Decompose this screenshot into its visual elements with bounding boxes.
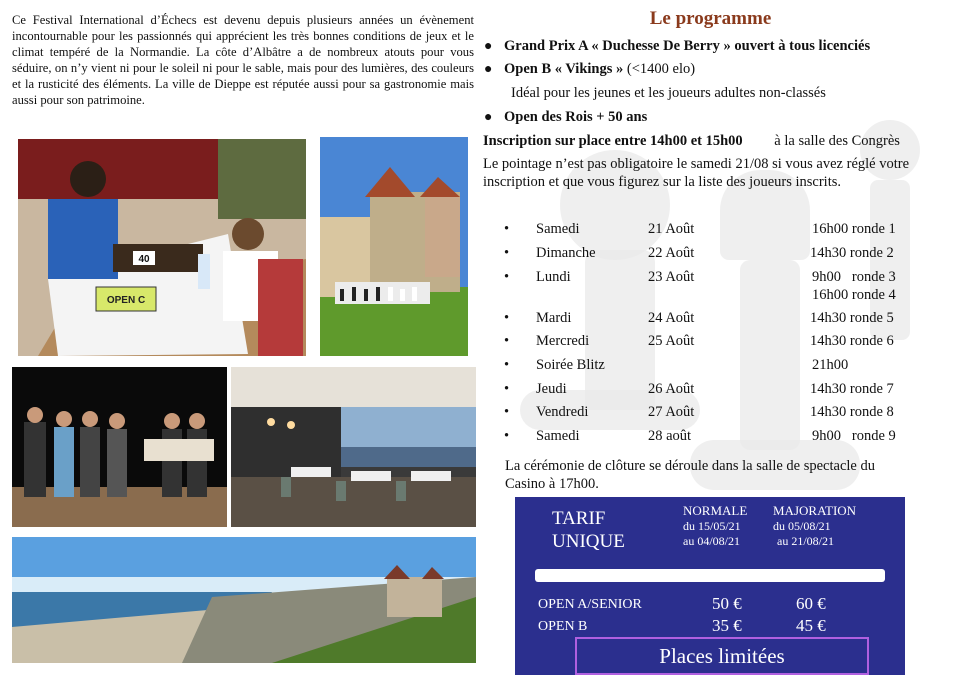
- tarif-row-majoration: 60 €: [796, 594, 826, 613]
- tarif-box: [515, 497, 905, 675]
- schedule-time: 16h00 ronde 1: [812, 221, 896, 237]
- tarif-row-normale: 50 €: [712, 594, 742, 613]
- inscription-bold: Inscription sur place entre 14h00 et 15h00: [483, 133, 743, 149]
- programme-title: Le programme: [649, 8, 772, 29]
- photo-castle-giant-chess: [320, 137, 468, 356]
- schedule-row: [500, 381, 920, 403]
- tarif-divider-bar: [535, 569, 885, 582]
- schedule-day: Samedi: [536, 221, 580, 237]
- majoration-header: MAJORATION: [773, 503, 857, 518]
- schedule-date: 27 Août: [648, 404, 695, 420]
- places-limitees-label: Places limitées: [575, 637, 869, 675]
- schedule-bullet: •: [504, 428, 510, 444]
- schedule-day: Vendredi: [536, 404, 589, 420]
- schedule-bullet: •: [504, 245, 510, 261]
- inscription-rest: à la salle des Congrès: [774, 133, 900, 149]
- normale-from: du 15/05/21: [683, 519, 741, 533]
- bullet-dot: ●: [484, 110, 493, 125]
- schedule-day: Dimanche: [536, 245, 596, 261]
- schedule-time: 14h30 ronde 7: [810, 381, 894, 397]
- tarif-row-name: OPEN A/SENIOR: [538, 597, 642, 612]
- normale-header: NORMALE: [683, 503, 748, 518]
- schedule-bullet: •: [504, 221, 510, 237]
- schedule-time: 16h00 ronde 4: [812, 287, 896, 303]
- schedule-date: 25 Août: [648, 333, 695, 349]
- schedule-bullet: •: [504, 269, 510, 285]
- pointage-text: Le pointage n’est pas obligatoire le samedi 21/08 si vous avez réglé votre inscription et que vous figurez sur la liste des joueurs inscrits.: [483, 156, 910, 190]
- schedule-row: [500, 357, 920, 379]
- tarif-row-normale: 35 €: [712, 616, 742, 635]
- open-b-note: Idéal pour les jeunes et les joueurs adultes non-classés: [511, 85, 826, 101]
- table-number-text: 40: [138, 254, 150, 265]
- schedule-bullet: •: [504, 404, 510, 420]
- photo-chess-players: [18, 139, 306, 356]
- programme-item-open-rois: [504, 108, 647, 126]
- schedule-time: 9h00 ronde 9: [812, 428, 896, 444]
- schedule-bullet: •: [504, 333, 510, 349]
- bullet-dot: ●: [484, 39, 493, 54]
- programme-item-rest: (<1400 elo): [623, 61, 696, 77]
- schedule-date: 22 Août: [648, 245, 695, 261]
- table-sign-text: OPEN C: [106, 295, 146, 306]
- schedule-bullet: •: [504, 310, 510, 326]
- schedule-day: Soirée Blitz: [536, 357, 605, 373]
- programme-item-bold: Open B « Vikings »: [504, 61, 624, 77]
- schedule-time: 9h00 ronde 3: [812, 269, 896, 285]
- schedule-date: 28 août: [648, 428, 692, 444]
- schedule-date: 24 Août: [648, 310, 695, 326]
- schedule-day: Jeudi: [536, 381, 567, 397]
- schedule-day: Mercredi: [536, 333, 590, 349]
- ceremony-text: La cérémonie de clôture se déroule dans la salle de spectacle du Casino à 17h00.: [505, 458, 875, 492]
- schedule-date: 26 Août: [648, 381, 695, 397]
- schedule-row: [500, 428, 920, 450]
- tarif-title-line2: UNIQUE: [552, 531, 625, 552]
- majoration-to: au 21/08/21: [777, 534, 834, 548]
- photo-dieppe-panorama: [12, 537, 476, 663]
- programme-item-grand-prix: [504, 37, 870, 55]
- tarif-row-majoration: 45 €: [796, 616, 826, 635]
- schedule-row: [500, 221, 920, 243]
- schedule-time: 14h30 ronde 6: [810, 333, 894, 349]
- schedule-time: 14h30 ronde 8: [810, 404, 894, 420]
- programme-item-bold: Grand Prix A « Duchesse De Berry »: [504, 38, 731, 54]
- photo-award-ceremony: [12, 367, 227, 527]
- normale-to: au 04/08/21: [683, 534, 740, 548]
- majoration-from: du 05/08/21: [773, 519, 831, 533]
- programme-item-bold: Open des Rois + 50 ans: [504, 109, 648, 125]
- schedule-time: 21h00: [812, 357, 849, 373]
- inscription-line: [483, 132, 900, 150]
- schedule-row: [500, 404, 920, 426]
- schedule-day: Samedi: [536, 428, 580, 444]
- schedule-row: [500, 287, 920, 309]
- schedule-row: [500, 333, 920, 355]
- bullet-dot: ●: [484, 62, 493, 77]
- schedule-bullet: •: [504, 381, 510, 397]
- schedule-row: [500, 245, 920, 267]
- tarif-title-line1: TARIF: [552, 508, 606, 529]
- schedule-date: 23 Août: [648, 269, 695, 285]
- programme-item-rest: ouvert à tous licenciés: [730, 38, 871, 54]
- schedule-time: 14h30 ronde 5: [810, 310, 894, 326]
- schedule-time: 14h30 ronde 2: [810, 245, 894, 261]
- programme-item-open-b: [504, 60, 695, 78]
- schedule-day: Lundi: [536, 269, 571, 285]
- tarif-row-name: OPEN B: [538, 619, 588, 634]
- intro-paragraph: Ce Festival International d’Échecs est devenu depuis plusieurs années un évènement incontournable pour les passionnés qui apprécient les très bonnes conditions de jeux et le climat tempéré de la Normandie. La côte d’Albâtre a de nombreux atouts pour vous séduire, on n’y vient ni pour le soleil ni pour le sable, mais pour des lumières, des couleurs et la rusticité des éléments. La ville de Dieppe est réputée aussi pour sa gastronomie mais aussi pour son patrimoine.: [12, 13, 474, 107]
- schedule-date: 21 Août: [648, 221, 695, 237]
- schedule-bullet: •: [504, 357, 510, 373]
- photo-restaurant-room: [231, 367, 476, 527]
- schedule-day: Mardi: [536, 310, 572, 326]
- schedule-row: [500, 310, 920, 332]
